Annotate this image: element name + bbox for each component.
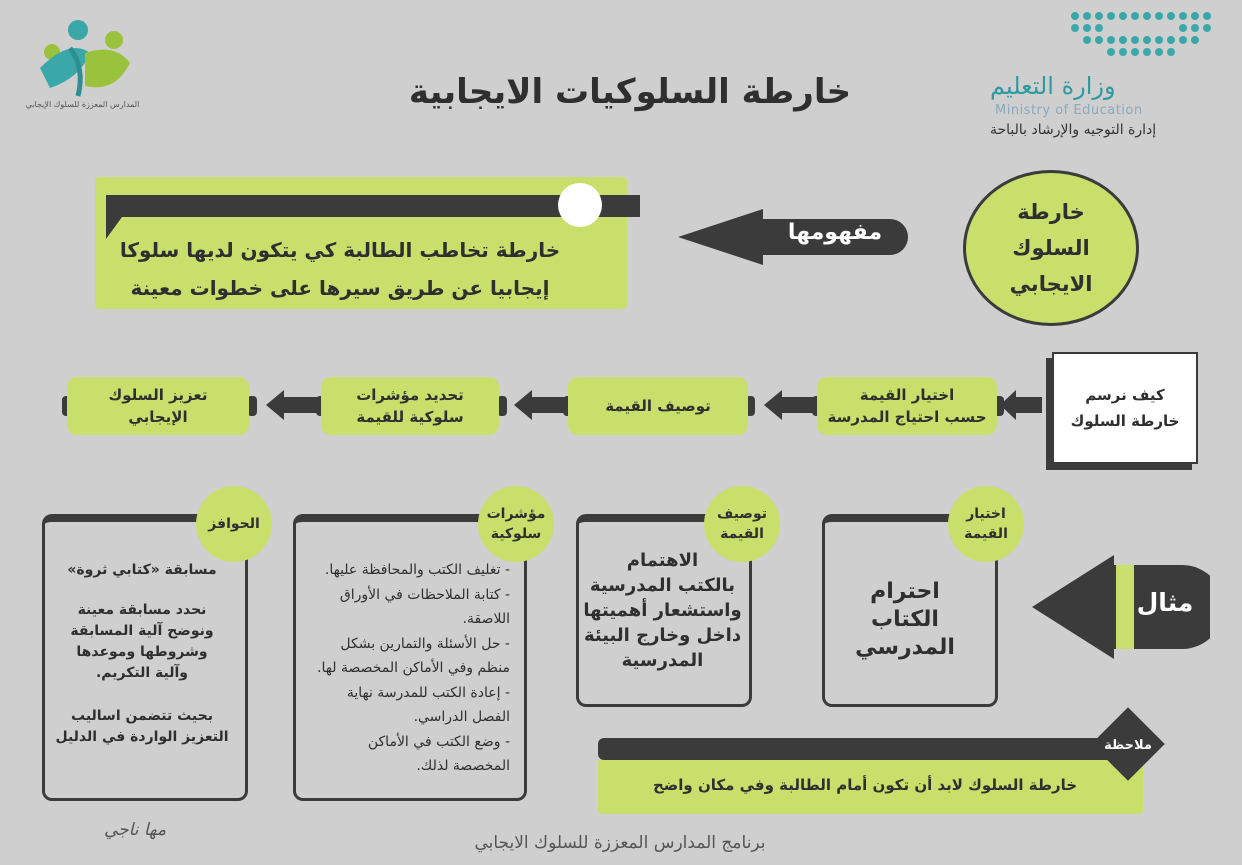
indicator-item: منظم وفي الأماكن المخصصة لها. [317,660,510,676]
indicator-list [300,558,510,779]
incentive-guide: بحيث تتضمن اساليب التعزيز الواردة في الدليل [55,708,229,745]
indicator-item: - كتابة الملاحظات في الأوراق [339,586,510,603]
ministry-logo-icon [1065,6,1225,66]
page-title: خارطة السلوكيات الايجابية [408,72,852,112]
indicator-item: - حل الأسئلة والتمارين بشكل [340,635,510,652]
note-bar [598,738,1143,760]
indicator-item: - إعادة الكتب للمدرسة نهاية [346,684,510,701]
incentive-details: نحدد مسابقة معينة ونوضح آلية المسابقة وشروطها وموعدها وآلية التكريم. [70,602,214,681]
ministry-name-en: Ministry of Education [995,103,1143,118]
footer-text: برنامج المدارس المعززة للسلوك الايجابي [474,833,766,853]
incentive-competition: مسابقة «كتابي ثروة» [67,562,217,578]
concept-circle [963,170,1139,326]
signature: مها ناجي [103,820,167,840]
howto-text: كيف نرسم خارطة السلوك [1070,386,1180,430]
example-title-description: توصيف القيمة [704,486,780,562]
example-title-value: اختيار القيمة [948,486,1024,562]
step-describe-value: توصيف القيمة [568,377,748,435]
note-text: خارطة السلوك لابد أن تكون أمام الطالبة وفي مكان واضح [652,776,1078,794]
example-text-description: الاهتمام بالكتب المدرسية واستشعار أهميتها داخل وخارج البيئة المدرسية [583,550,742,671]
department-name: إدارة التوجيه والإرشاد بالباحة [990,122,1157,138]
step-indicators: تحديد مؤشرات سلوكية للقيمة [321,377,499,435]
ministry-name-ar: وزارة التعليم [990,72,1116,100]
indicator-item: - تغليف الكتب والمحافظة عليها. [324,562,510,578]
note-label: ملاحظة [1104,738,1152,753]
program-logo-icon [30,8,140,100]
definition-dot [558,183,602,227]
program-logo-caption: المدارس المعززة للسلوك الإيجابي [25,100,140,109]
howto-box [1052,352,1198,464]
indicator-item: الفصل الدراسي. [413,709,510,725]
arrow-left-icon [266,390,318,420]
example-text-value: احترام الكتاب المدرسي [855,579,955,660]
concept-circle-text: خارطة السلوك الايجابي [1009,200,1093,296]
indicator-item: - وضع الكتب في الأماكن [367,733,510,750]
indicator-item: المخصصة لذلك. [416,758,510,774]
example-arrow-label: مثال [1136,588,1194,617]
arrow-left-icon [514,390,566,420]
indicator-item: اللاصقة. [462,611,510,627]
example-title-incentives: الحوافز [196,486,272,562]
arrow-left-icon [764,390,816,420]
step-choose-value: اختيار القيمة حسب احتياج المدرسة [817,377,997,435]
step-reinforce: تعزيز السلوك الإيجابي [67,377,249,435]
arrow-left-icon [1000,390,1042,420]
concept-arrow-label: مفهومها [787,220,883,245]
example-title-indicators: مؤشرات سلوكية [478,486,554,562]
definition-text: خارطة تخاطب الطالبة كي يتكون لديها سلوكا إيجابيا عن طريق سيرها على خطوات معينة [119,238,561,300]
